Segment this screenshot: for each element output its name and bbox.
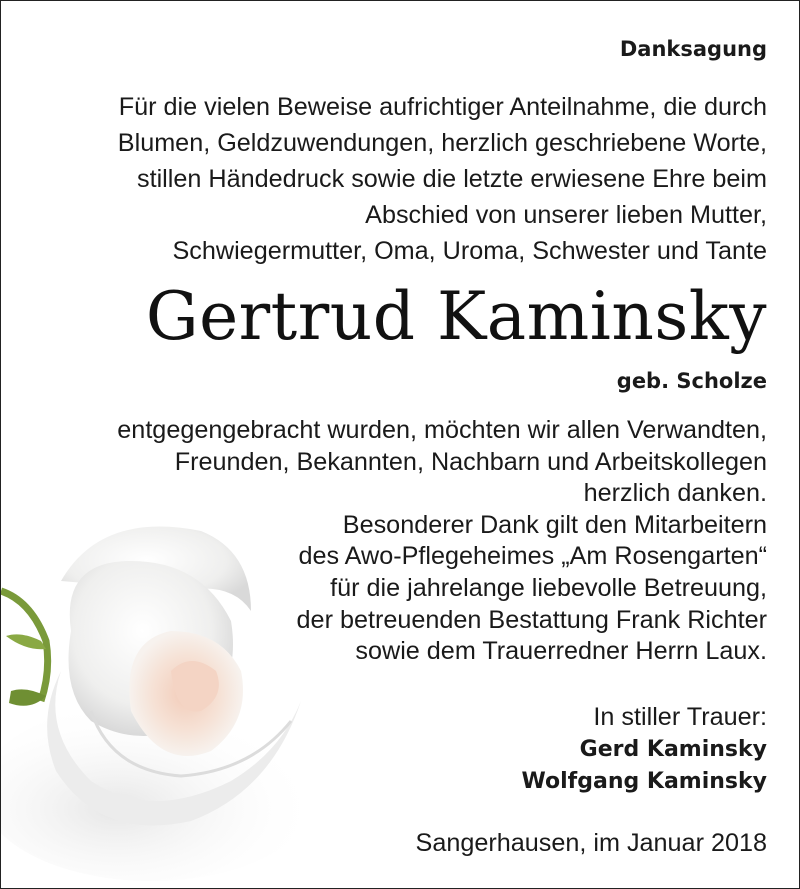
body-line: des Awo-Pflegeheimes „Am Rosengarten“: [298, 542, 767, 571]
body-line: Freunden, Bekannten, Nachbarn und Arbeitskollegen: [174, 447, 767, 476]
mourning-lead: In stiller Trauer:: [593, 703, 767, 731]
deceased-name: Gertrud Kaminsky: [145, 278, 767, 355]
intro-line: Für die vielen Beweise aufrichtiger Anteilnahme, die durch: [118, 93, 767, 121]
mourning-block: [522, 701, 767, 799]
body-line: Besonderer Dank gilt den Mitarbeitern: [342, 510, 767, 539]
body-line: entgegengebracht wurden, möchten wir allen Verwandten,: [117, 416, 767, 444]
mourner-name: Wolfgang Kaminsky: [521, 769, 767, 794]
body-line: herzlich danken.: [583, 479, 767, 508]
intro-line: Blumen, Geldzuwendungen, herzlich geschriebene Worte,: [117, 129, 767, 157]
mourner-name: Gerd Kaminsky: [579, 736, 767, 762]
body-line: für die jahrelange liebevolle Betreuung,: [330, 573, 767, 602]
intro-line: stillen Händedruck sowie die letzte erwiesene Ehre beim: [136, 165, 767, 193]
intro-line: Abschied von unserer lieben Mutter,: [365, 201, 767, 229]
intro-line: Schwiegermutter, Oma, Uroma, Schwester und Tante: [172, 237, 767, 265]
body-paragraph: [117, 415, 767, 668]
birth-name: geb. Scholze: [616, 369, 767, 393]
body-line: sowie dem Trauerredner Herrn Laux.: [355, 637, 767, 666]
body-line: der betreuenden Bestattung Frank Richter: [296, 605, 767, 634]
heading-danksagung: Danksagung: [619, 37, 767, 61]
intro-paragraph: [41, 89, 767, 269]
place-and-date: Sangerhausen, im Januar 2018: [415, 829, 767, 857]
